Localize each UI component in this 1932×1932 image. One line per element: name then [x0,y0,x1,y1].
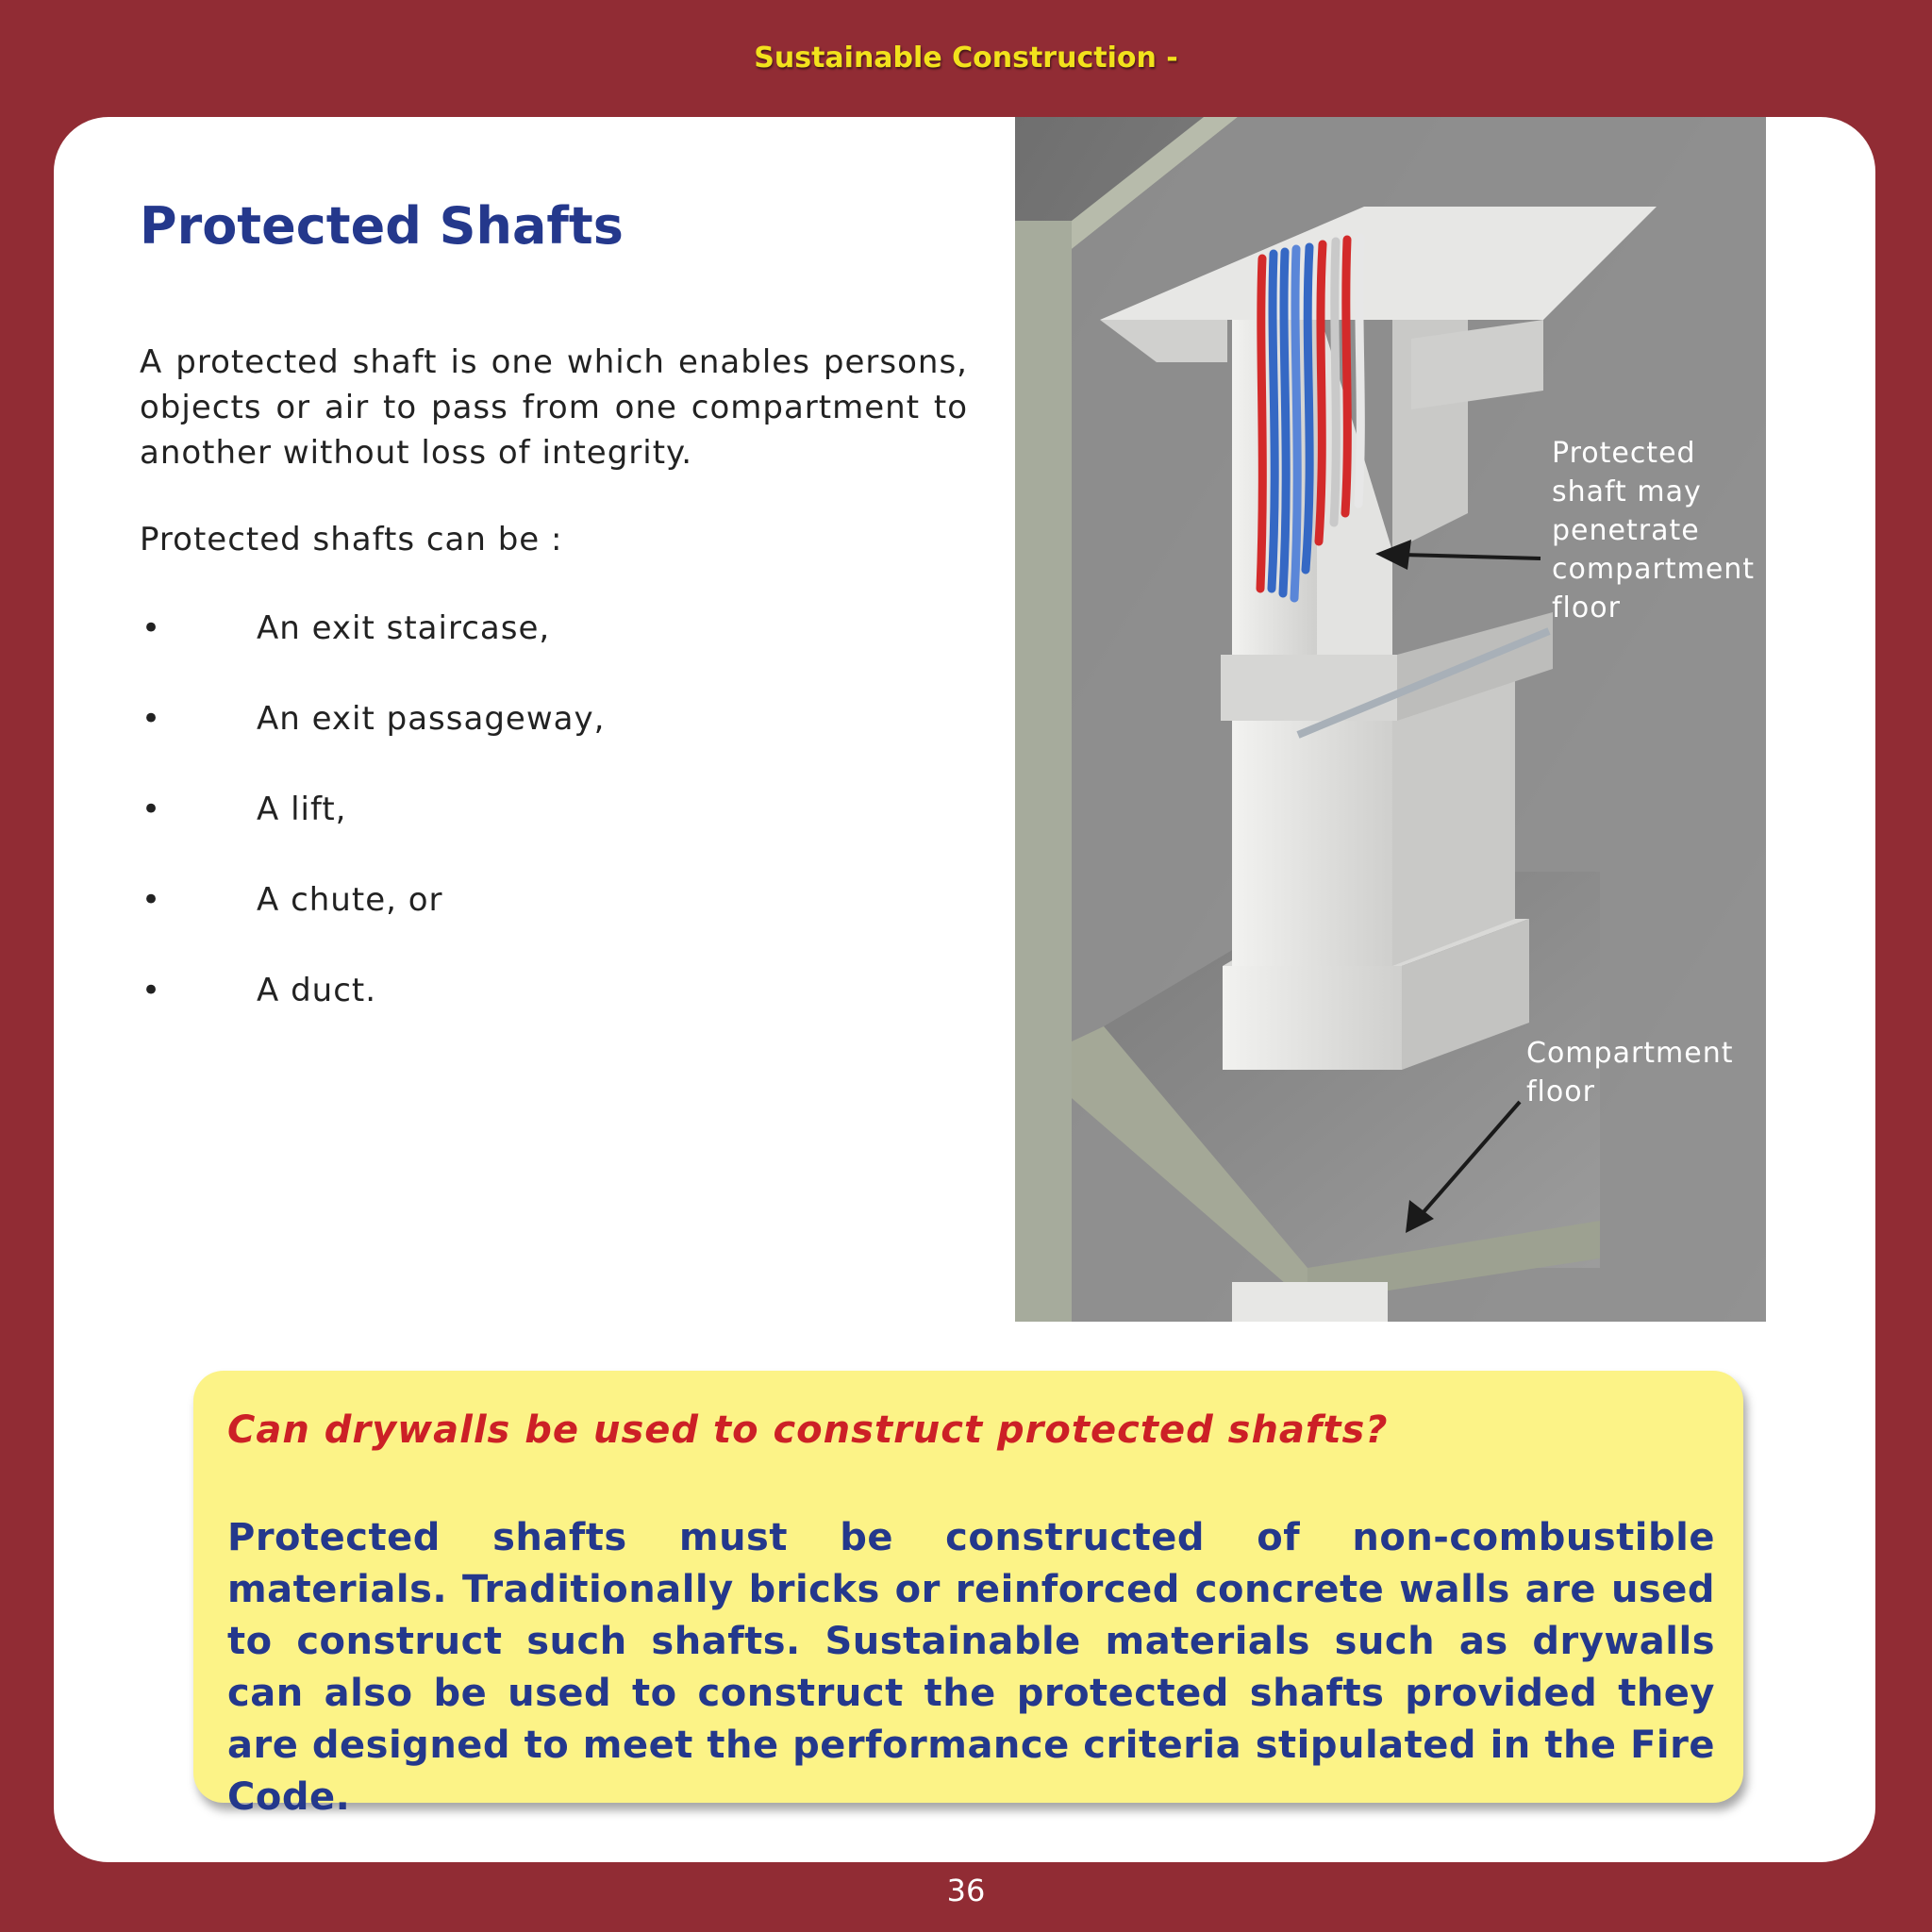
faq-answer: Protected shafts must be constructed of non-combustible materials. Traditionally bricks or reinforced concrete walls are used to construct such shafts. Sustainable materials such as drywalls can also be used to construct the protected shafts provided they are designed to meet the performance criteria stipulated in the Fire Code. [227,1516,1715,1819]
bullet-icon: • [142,972,162,1009]
bullet-icon: • [142,609,162,647]
page-title: Protected Shafts [140,196,624,256]
bullet-icon: • [142,791,162,828]
faq-callout [193,1371,1743,1819]
shaft-annotation: Protected shaft may penetrate compartment floor [1552,437,1756,625]
list-item-text: An exit passageway, [257,700,606,738]
list-lead: Protected shafts can be : [140,521,563,558]
floor-annotation: Compartment floor [1526,1037,1734,1108]
running-header: Sustainable Construction - [754,42,1178,75]
list-item-text: A duct. [257,972,377,1009]
bullet-icon: • [142,700,162,738]
faq-question: Can drywalls be used to construct protected shafts? [227,1408,1389,1452]
page-number: 36 [946,1873,986,1908]
shaft-cutaway-drawing [1015,117,1766,1322]
list-item-text: A lift, [257,791,347,828]
list-item-text: An exit staircase, [257,609,551,647]
list-item-text: A chute, or [257,881,443,919]
protected-shaft-illustration [1015,117,1766,1322]
intro-paragraph: A protected shaft is one which enables persons, objects or air to pass from one compartment to another without loss of integrity. [140,343,968,472]
bullet-icon: • [142,881,162,919]
